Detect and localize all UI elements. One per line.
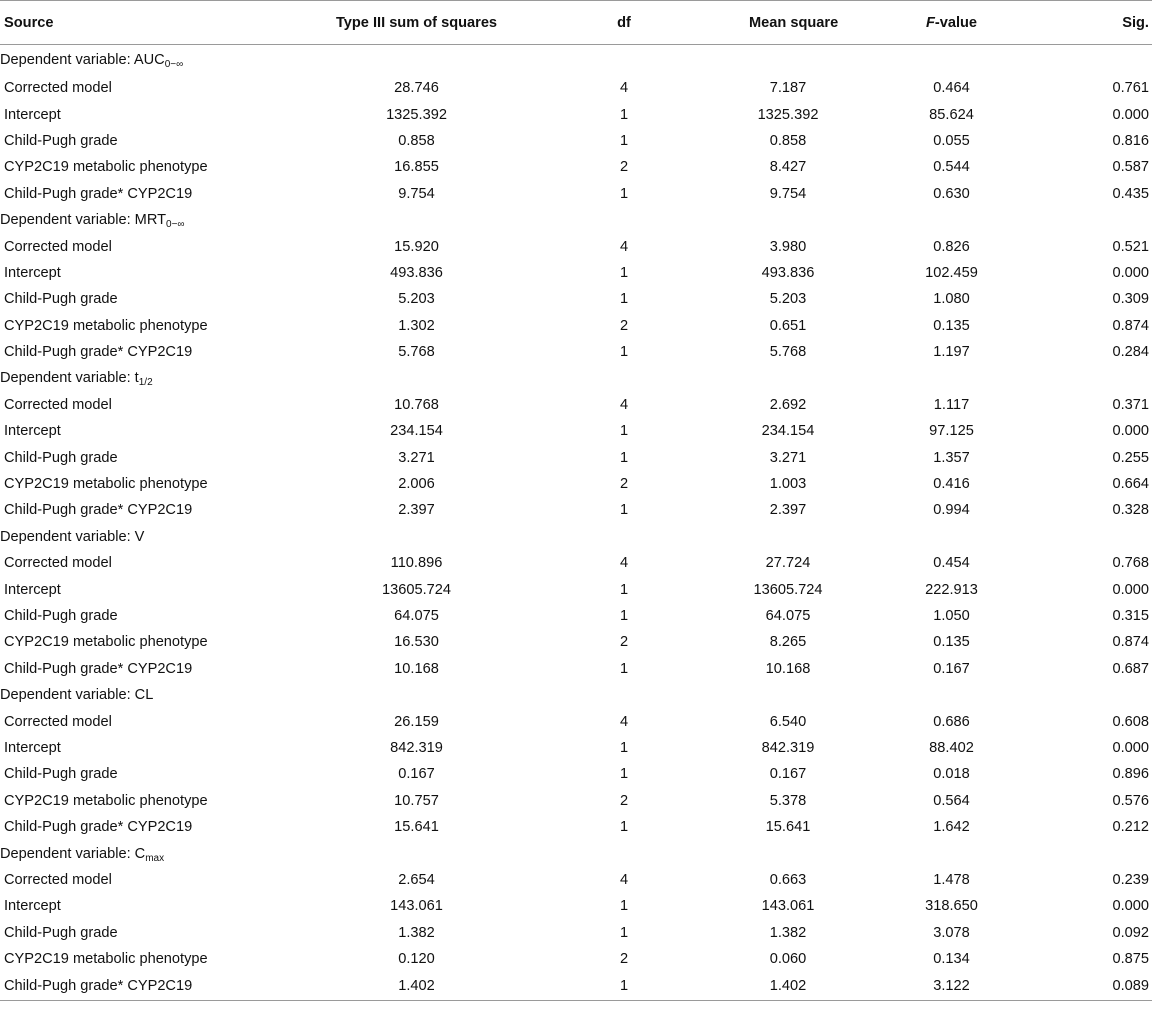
cell-df: 1: [499, 972, 749, 1001]
table-row: [0, 101, 1152, 127]
dependent-variable-text: Dependent variable: AUC: [0, 52, 165, 68]
cell-source: Corrected model: [4, 713, 112, 730]
cell-df: 1: [619, 423, 629, 440]
cell-sum-of-squares: 5.768: [398, 344, 435, 361]
cell-sig: 0.875: [1112, 951, 1149, 968]
dependent-variable-text: Dependent variable: C: [0, 845, 146, 862]
table-header: [0, 1, 1152, 45]
cell-source: Corrected model: [4, 80, 112, 97]
cell-df: 1: [619, 106, 629, 123]
cell-f-value: 222.913: [925, 581, 978, 598]
cell-sum-of-squares: 13605.724: [382, 581, 451, 598]
table-row: [0, 154, 1152, 180]
cell-mean-square: 7.187: [769, 80, 807, 97]
cell-source: Child-Pugh grade: [4, 924, 118, 941]
cell-mean-square: 0.651: [769, 317, 807, 334]
cell-mean-square: 1.382: [769, 924, 807, 941]
cell-f-value: 97.125: [929, 423, 974, 440]
cell-sum-of-squares: 10.768: [394, 396, 439, 413]
cell-source: Child-Pugh grade* CYP2C19: [4, 819, 193, 836]
cell-f-value: 0.686: [933, 713, 970, 730]
cell-df: 1: [619, 660, 629, 677]
cell-f-value: 0.135: [933, 317, 970, 334]
cell-f-value: 0.167: [933, 660, 970, 677]
cell-mean-square: 842.319: [761, 739, 815, 756]
cell-sig: 0.371: [1112, 396, 1149, 413]
cell-sig: 0.435: [1112, 185, 1149, 202]
cell-mean-square: 15.641: [765, 819, 811, 836]
table-row: [0, 761, 1152, 787]
group-header-row: [0, 682, 1152, 708]
dependent-variable-subscript: 0−∞: [166, 219, 185, 231]
cell-source: Child-Pugh grade* CYP2C19: [4, 344, 193, 361]
cell-sig: 0.874: [1112, 634, 1149, 651]
cell-mean-square: 0.858: [769, 132, 807, 149]
cell-f-value: 3.078: [933, 924, 970, 941]
cell-sum-of-squares: 16.530: [394, 634, 439, 651]
cell-sum-of-squares: 143.061: [390, 898, 443, 915]
header-sig: Sig.: [1076, 1, 1152, 45]
dependent-variable-text: Dependent variable: t: [0, 370, 139, 387]
cell-df: 1: [619, 581, 629, 598]
cell-f-value: 88.402: [929, 739, 974, 756]
table-row: [0, 735, 1152, 761]
cell-sig: 0.000: [1112, 106, 1149, 123]
cell-source: Corrected model: [4, 238, 112, 255]
cell-f-value: 0.416: [933, 476, 970, 493]
cell-df: 4: [619, 80, 629, 97]
cell-sum-of-squares: 10.757: [394, 792, 439, 809]
cell-sig: 0.000: [1112, 739, 1149, 756]
cell-sig: 0.768: [1112, 555, 1149, 572]
cell-mean-square: 0.663: [769, 871, 807, 888]
table-row: [0, 313, 1152, 339]
cell-sum-of-squares: 9.754: [398, 185, 435, 202]
dependent-variable-subscript: 1/2: [138, 377, 153, 389]
cell-mean-square: 8.427: [769, 159, 807, 176]
cell-sum-of-squares: 28.746: [394, 80, 439, 97]
cell-sum-of-squares: 0.120: [398, 951, 435, 968]
cell-sum-of-squares: 2.397: [398, 502, 435, 519]
group-header-row: [0, 840, 1152, 866]
dependent-variable-label: [0, 682, 1152, 708]
table-row: [0, 946, 1152, 972]
cell-sig: 0.328: [1112, 502, 1149, 519]
cell-f-value: 1.642: [933, 819, 970, 836]
cell-source: Corrected model: [4, 396, 112, 413]
table-row: [0, 893, 1152, 919]
header-sum-of-squares: Type III sum of squares: [334, 1, 499, 45]
cell-source: Child-Pugh grade: [4, 766, 118, 783]
table-row: [0, 418, 1152, 444]
cell-sum-of-squares: 15.641: [394, 819, 439, 836]
table-row: [0, 788, 1152, 814]
cell-sum-of-squares: 1.382: [398, 924, 435, 941]
cell-mean-square: 3.271: [769, 449, 807, 466]
cell-df: 1: [619, 924, 629, 941]
cell-source: CYP2C19 metabolic phenotype: [4, 951, 208, 968]
cell-sum-of-squares: 1325.392: [386, 106, 447, 123]
cell-mean-square: 5.768: [769, 344, 807, 361]
cell-mean-square: 0.167: [769, 766, 807, 783]
cell-source: Child-Pugh grade* CYP2C19: [4, 185, 193, 202]
cell-df: 1: [619, 185, 629, 202]
cell-mean-square: 5.378: [769, 792, 807, 809]
cell-df: 2: [619, 951, 629, 968]
cell-mean-square: 493.836: [761, 264, 815, 281]
cell-df: 1: [619, 608, 629, 624]
table-row: [0, 497, 1152, 523]
cell-sum-of-squares: 10.168: [394, 660, 439, 677]
dependent-variable-label: [0, 45, 1152, 76]
cell-sig: 0.521: [1112, 238, 1149, 255]
table-body: [0, 45, 1152, 1001]
cell-df: 1: [619, 264, 629, 281]
cell-sig: 0.000: [1112, 264, 1149, 281]
cell-mean-square: 6.540: [769, 713, 807, 730]
cell-mean-square: 2.397: [769, 502, 807, 519]
cell-df: 4: [619, 238, 629, 255]
dependent-variable-label: [0, 524, 1152, 550]
cell-sig: 0.239: [1112, 871, 1149, 888]
cell-sum-of-squares: 1.302: [398, 317, 435, 334]
cell-source: Child-Pugh grade: [4, 449, 118, 466]
table-row: [0, 550, 1152, 576]
dependent-variable-text: Dependent variable: CL: [0, 687, 154, 704]
cell-mean-square: 234.154: [761, 423, 815, 440]
cell-sum-of-squares: 64.075: [394, 608, 439, 624]
cell-mean-square: 27.724: [765, 555, 811, 572]
cell-source: CYP2C19 metabolic phenotype: [4, 317, 208, 334]
cell-sig: 0.761: [1112, 80, 1149, 97]
cell-sum-of-squares: 16.855: [394, 159, 439, 176]
cell-mean-square: 5.203: [769, 291, 807, 308]
cell-sum-of-squares: 2.006: [398, 476, 435, 493]
cell-f-value: 0.544: [933, 159, 970, 176]
cell-sig: 0.212: [1112, 819, 1149, 836]
cell-df: 4: [619, 555, 629, 572]
cell-f-value: 318.650: [925, 898, 978, 915]
table-row: [0, 286, 1152, 312]
header-df: df: [499, 1, 749, 45]
cell-sig: 0.587: [1112, 159, 1149, 176]
table-row: [0, 260, 1152, 286]
table-row: [0, 128, 1152, 154]
table-row: [0, 233, 1152, 259]
cell-sum-of-squares: 2.654: [398, 871, 435, 888]
cell-df: 1: [619, 898, 629, 915]
table-row: [0, 75, 1152, 101]
cell-source: Intercept: [4, 739, 61, 756]
cell-sig: 0.309: [1112, 291, 1149, 308]
group-header-row: [0, 45, 1152, 76]
cell-sum-of-squares: 842.319: [390, 739, 443, 756]
cell-source: Child-Pugh grade* CYP2C19: [4, 660, 193, 677]
header-f-italic: F: [925, 14, 935, 31]
cell-df: 2: [619, 159, 629, 176]
cell-mean-square: 64.075: [765, 608, 811, 624]
cell-source: Intercept: [4, 898, 61, 915]
cell-sig: 0.000: [1112, 581, 1149, 598]
cell-sig: 0.092: [1112, 924, 1149, 941]
cell-f-value: 0.826: [933, 238, 970, 255]
cell-f-value: 1.117: [933, 396, 970, 413]
table-row: [0, 972, 1152, 1001]
cell-sum-of-squares: 493.836: [390, 264, 443, 281]
cell-mean-square: 10.168: [765, 660, 811, 677]
cell-sig: 0.664: [1112, 476, 1149, 493]
cell-f-value: 1.478: [933, 871, 970, 888]
dependent-variable-text: Dependent variable: MRT: [0, 212, 167, 229]
cell-source: Intercept: [4, 106, 61, 123]
cell-sum-of-squares: 110.896: [390, 555, 443, 572]
cell-sig: 0.687: [1112, 660, 1149, 677]
dependent-variable-label: [0, 365, 1152, 391]
cell-sig: 0.576: [1112, 792, 1149, 809]
cell-mean-square: 0.060: [769, 951, 807, 968]
table-row: [0, 920, 1152, 946]
cell-source: Child-Pugh grade: [4, 291, 118, 308]
table-row: [0, 576, 1152, 602]
cell-sig: 0.608: [1112, 713, 1149, 730]
cell-df: 1: [619, 819, 629, 836]
cell-sum-of-squares: 1.402: [334, 972, 499, 1001]
cell-source: Intercept: [4, 264, 61, 281]
cell-mean-square: 1325.392: [757, 106, 819, 123]
cell-df: 1: [619, 344, 629, 361]
cell-f-value: 0.134: [933, 951, 970, 968]
cell-source: CYP2C19 metabolic phenotype: [4, 792, 208, 809]
table-row: [0, 471, 1152, 497]
cell-mean-square: 1.003: [769, 476, 807, 493]
cell-df: 1: [619, 449, 629, 466]
cell-sum-of-squares: 15.920: [394, 238, 439, 255]
cell-df: 2: [619, 792, 629, 809]
header-mean-square: Mean square: [749, 1, 827, 45]
cell-sum-of-squares: 0.167: [398, 766, 435, 783]
cell-source: CYP2C19 metabolic phenotype: [4, 634, 208, 651]
cell-mean-square: 13605.724: [753, 581, 823, 598]
cell-sig: 0.816: [1112, 132, 1149, 149]
cell-df: 1: [619, 132, 629, 149]
cell-sum-of-squares: 234.154: [390, 423, 443, 440]
header-source: Source: [0, 1, 334, 45]
cell-source: Child-Pugh grade* CYP2C19: [4, 502, 193, 519]
cell-source: Child-Pugh grade* CYP2C19: [0, 972, 334, 1001]
dependent-variable-subscript: 0−∞: [164, 59, 184, 70]
table-row: [0, 814, 1152, 840]
cell-sig: 0.255: [1112, 449, 1149, 466]
cell-df: 4: [619, 713, 629, 730]
group-header-row: [0, 207, 1152, 233]
table-row: [0, 339, 1152, 365]
cell-source: Corrected model: [4, 871, 112, 888]
cell-sig: 0.896: [1112, 766, 1149, 783]
cell-f-value: 0.464: [933, 80, 970, 97]
cell-f-value: 0.055: [933, 132, 970, 149]
cell-df: 1: [619, 502, 629, 519]
cell-f-value: 0.135: [933, 634, 970, 651]
cell-f-value: 1.357: [933, 449, 970, 466]
header-f-value: [827, 1, 1076, 45]
cell-sum-of-squares: 0.858: [398, 132, 435, 149]
dependent-variable-subscript: max: [145, 852, 165, 864]
table-row: [0, 392, 1152, 418]
cell-source: Corrected model: [4, 555, 112, 572]
cell-f-value: 1.050: [933, 608, 970, 624]
cell-f-value: 0.630: [933, 185, 970, 202]
cell-mean-square: 2.692: [769, 396, 807, 413]
cell-df: 2: [619, 476, 629, 493]
dependent-variable-text: Dependent variable: V: [0, 528, 145, 545]
table-row: [0, 656, 1152, 682]
cell-f-value: 102.459: [925, 264, 978, 281]
cell-df: 1: [619, 291, 629, 308]
cell-f-value: 0.454: [933, 555, 970, 572]
cell-sig: 0.089: [1076, 972, 1152, 1001]
table-row: [0, 603, 1152, 629]
cell-source: Child-Pugh grade: [4, 608, 118, 624]
header-row: [0, 1, 1152, 45]
table-row: [0, 629, 1152, 655]
cell-df: 2: [619, 634, 629, 651]
cell-source: Intercept: [4, 581, 61, 598]
cell-mean-square: 9.754: [769, 185, 807, 202]
cell-df: 2: [619, 317, 629, 334]
cell-f-value: 3.122: [827, 972, 1076, 1001]
cell-f-value: 0.564: [933, 792, 970, 809]
cell-mean-square: 143.061: [761, 898, 815, 915]
cell-df: 4: [619, 871, 629, 888]
cell-sum-of-squares: 26.159: [394, 713, 439, 730]
cell-sig: 0.874: [1112, 317, 1149, 334]
cell-sig: 0.000: [1112, 898, 1149, 915]
cell-f-value: 1.080: [933, 291, 970, 308]
dependent-variable-label: [0, 207, 1152, 233]
dependent-variable-label: [0, 840, 1152, 866]
cell-mean-square: 8.265: [769, 634, 807, 651]
cell-sig: 0.315: [1112, 608, 1149, 624]
cell-mean-square: 3.980: [769, 238, 807, 255]
cell-mean-square: 1.402: [749, 972, 827, 1001]
cell-f-value: 0.994: [933, 502, 970, 519]
cell-sig: 0.284: [1112, 344, 1149, 361]
cell-source: CYP2C19 metabolic phenotype: [4, 159, 208, 176]
cell-f-value: 0.018: [933, 766, 970, 783]
table-row: [0, 867, 1152, 893]
cell-source: Child-Pugh grade: [4, 132, 118, 149]
group-header-row: [0, 365, 1152, 391]
cell-source: Intercept: [4, 423, 61, 440]
table-row: [0, 708, 1152, 734]
group-header-row: [0, 524, 1152, 550]
cell-sig: 0.000: [1112, 423, 1149, 440]
cell-sum-of-squares: 5.203: [398, 291, 435, 308]
cell-source: CYP2C19 metabolic phenotype: [4, 476, 208, 493]
header-f-rest: -value: [934, 14, 978, 31]
cell-sum-of-squares: 3.271: [398, 449, 435, 466]
table-row: [0, 444, 1152, 470]
cell-f-value: 85.624: [929, 106, 974, 123]
cell-df: 4: [619, 396, 629, 413]
cell-f-value: 1.197: [933, 344, 970, 361]
table-row: [0, 181, 1152, 207]
cell-df: 1: [619, 766, 629, 783]
cell-df: 1: [619, 739, 629, 756]
